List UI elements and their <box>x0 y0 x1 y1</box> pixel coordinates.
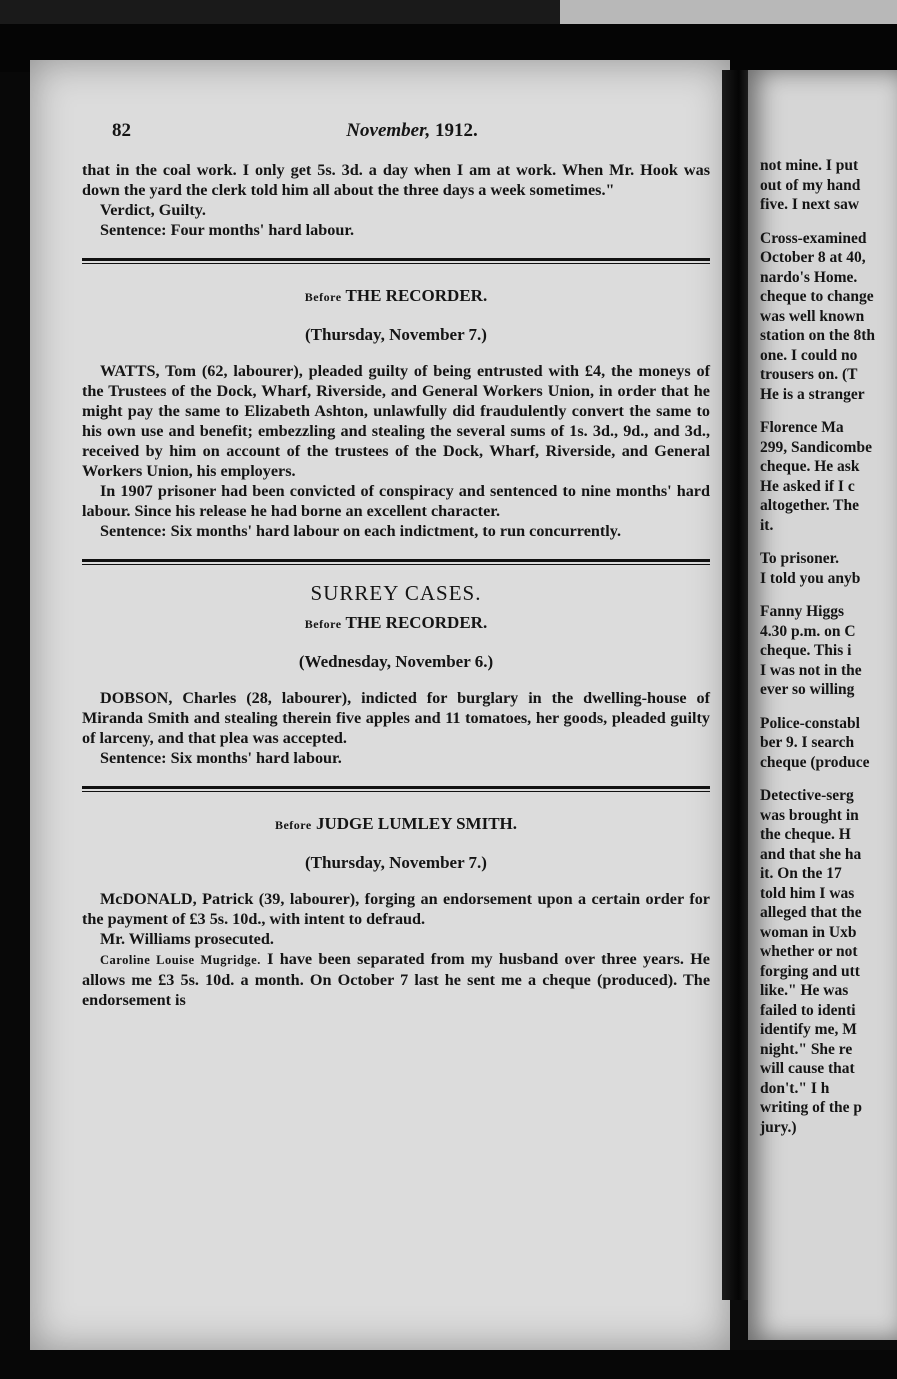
section2-before: Before <box>304 617 342 631</box>
section2-heading <box>82 613 710 634</box>
opening-sentence: Sentence: Four months' hard labour. <box>100 221 355 239</box>
facing-page-line: altogether. The <box>760 497 860 514</box>
section1-sentence: Sentence: Six months' hard labour on each indictment, to run concurrently. <box>100 522 622 540</box>
section1-before: Before <box>304 290 342 304</box>
facing-page-line: Florence Ma <box>760 419 844 436</box>
facing-page-line: October 8 at 40, <box>760 249 866 266</box>
facing-page-line: Cross-examined <box>760 229 867 247</box>
section3-heading <box>82 814 710 835</box>
section3-prosecution: Mr. Williams prosecuted. <box>100 930 274 948</box>
facing-page-line: five. I next saw <box>760 196 860 213</box>
witness-text: I have been separated from my husband over three years. He allows me £3 5s. 10d. a month. On October 7 last he sent me a cheque (produced). The endorsement is <box>82 950 710 1009</box>
facing-page-line: station on the 8th <box>760 327 875 344</box>
facing-page-gap <box>760 700 897 714</box>
page-body <box>82 160 710 1010</box>
section2-date: (Wednesday, November 6.) <box>298 652 494 671</box>
top-paper-edge <box>560 0 897 24</box>
facing-page-line: I was not in the <box>760 661 862 679</box>
facing-page-line: was well known <box>760 307 865 325</box>
facing-page-line: trousers on. (T <box>760 366 858 383</box>
facing-page-gap <box>760 588 897 602</box>
facing-page-line: night." She re <box>760 1040 853 1058</box>
facing-page-line: told him I was <box>760 884 855 902</box>
facing-page-text <box>760 156 897 1137</box>
section1-heading <box>82 286 710 307</box>
facing-page-gap <box>760 535 897 549</box>
section2-judge: THE RECORDER. <box>345 613 488 632</box>
facing-page-fragment <box>748 70 897 1340</box>
facing-page-gap <box>760 772 897 786</box>
facing-page-gap <box>760 215 897 229</box>
section1-date: (Thursday, November 7.) <box>305 325 487 344</box>
facing-page-line: woman in Uxb <box>760 923 857 941</box>
section3-before: Before <box>274 818 312 832</box>
book-gutter <box>722 70 750 1300</box>
section2-case: DOBSON, Charles (28, labourer), indicted for burglary in the dwelling-house of Miranda Smith and stealing therein five apples and 11 tomatoes, her goods, pleaded guilty of larceny, and that plea was accepted. <box>82 689 710 747</box>
facing-page-line: whether or not <box>760 943 858 960</box>
facing-page-line: don't." I h <box>760 1079 830 1097</box>
facing-page-gap <box>760 404 897 418</box>
page-header <box>112 120 712 150</box>
facing-page-line: one. I could no <box>760 346 858 364</box>
section1-judge: THE RECORDER. <box>345 286 488 305</box>
facing-page-line: was brought in <box>760 806 859 824</box>
section2-title: SURREY CASES. <box>310 581 482 605</box>
section-rule <box>82 559 710 565</box>
facing-page-line: Police-constabl <box>760 714 860 732</box>
facing-page-line: He is a stranger <box>760 385 865 403</box>
facing-page-line: forging and utt <box>760 962 860 980</box>
section3-date: (Thursday, November 7.) <box>305 853 487 872</box>
facing-page-line: writing of the p <box>760 1099 863 1116</box>
section2-sentence: Sentence: Six months' hard labour. <box>100 749 342 767</box>
facing-page-line: failed to identi <box>760 1001 856 1019</box>
facing-page-line: alleged that the <box>760 904 862 921</box>
section3-judge: JUDGE LUMLEY SMITH. <box>315 814 518 833</box>
facing-page-line: the cheque. H <box>760 826 851 843</box>
facing-page-line: jury.) <box>760 1118 797 1136</box>
witness-name: Caroline Louise Mugridge. <box>100 953 261 967</box>
facing-page-line: ever so willing <box>760 681 855 698</box>
facing-page-line: like." He was <box>760 982 849 999</box>
section3-case: McDONALD, Patrick (39, labourer), forging an endorsement upon a certain order for the payment of £3 5s. 10d., with intent to defraud. <box>82 890 710 928</box>
opening-verdict: Verdict, Guilty. <box>100 201 206 219</box>
facing-page-line: cheque. He ask <box>760 458 860 475</box>
running-head-month: November, <box>346 120 431 141</box>
facing-page-line: not mine. I put <box>760 157 859 174</box>
scan-border-bottom <box>0 1350 897 1379</box>
facing-page-line: cheque (produce <box>760 753 870 771</box>
section3-witness <box>82 949 710 1010</box>
section-rule <box>82 258 710 264</box>
section1-history: In 1907 prisoner had been convicted of conspiracy and sentenced to nine months' hard labour. Since his release he had borne an excellent character. <box>82 482 710 520</box>
facing-page-line: will cause that <box>760 1060 855 1077</box>
facing-page-line: He asked if I c <box>760 477 855 495</box>
facing-page-line: To prisoner. <box>760 550 839 567</box>
facing-page-line: I told you anyb <box>760 569 861 587</box>
facing-page-line: cheque to change <box>760 288 874 305</box>
page-number: 82 <box>112 120 131 141</box>
facing-page-line: it. On the 17 <box>760 865 842 882</box>
facing-page-line: out of my hand <box>760 176 861 194</box>
scan-border-left <box>0 72 30 1379</box>
facing-page-line: it. <box>760 516 774 534</box>
facing-page-line: and that she ha <box>760 845 862 863</box>
top-strip <box>0 0 897 24</box>
section-rule <box>82 786 710 792</box>
book-page <box>30 60 730 1350</box>
facing-page-line: ber 9. I search <box>760 734 855 751</box>
opening-paragraph: that in the coal work. I only get 5s. 3d. a day when I am at work. When Mr. Hook was down the yard the clerk told him all about the three days a week sometimes." <box>82 161 710 199</box>
facing-page-line: cheque. This i <box>760 642 852 659</box>
running-head <box>112 120 712 142</box>
facing-page-line: 299, Sandicombe <box>760 438 872 456</box>
facing-page-line: nardo's Home. <box>760 268 858 286</box>
facing-page-line: Fanny Higgs <box>760 603 844 620</box>
facing-page-line: identify me, M <box>760 1021 857 1038</box>
facing-page-line: 4.30 p.m. on C <box>760 622 856 640</box>
running-head-year: 1912. <box>434 120 478 141</box>
facing-page-line: Detective-serg <box>760 787 854 804</box>
section1-case: WATTS, Tom (62, labourer), pleaded guilty of being entrusted with £4, the moneys of the Trustees of the Dock, Wharf, Riverside, and General Workers Union, in order that he might pay the same to Elizabeth Ashton, unlawfully did fraudulently convert the same to his own use and benefit; embezzling and stealing the several sums of 1s. 3d., 9d., and 3d., received by him on account of the trustees of the Dock, Wharf, Riverside, and General Workers Union, his employers. <box>82 362 710 480</box>
